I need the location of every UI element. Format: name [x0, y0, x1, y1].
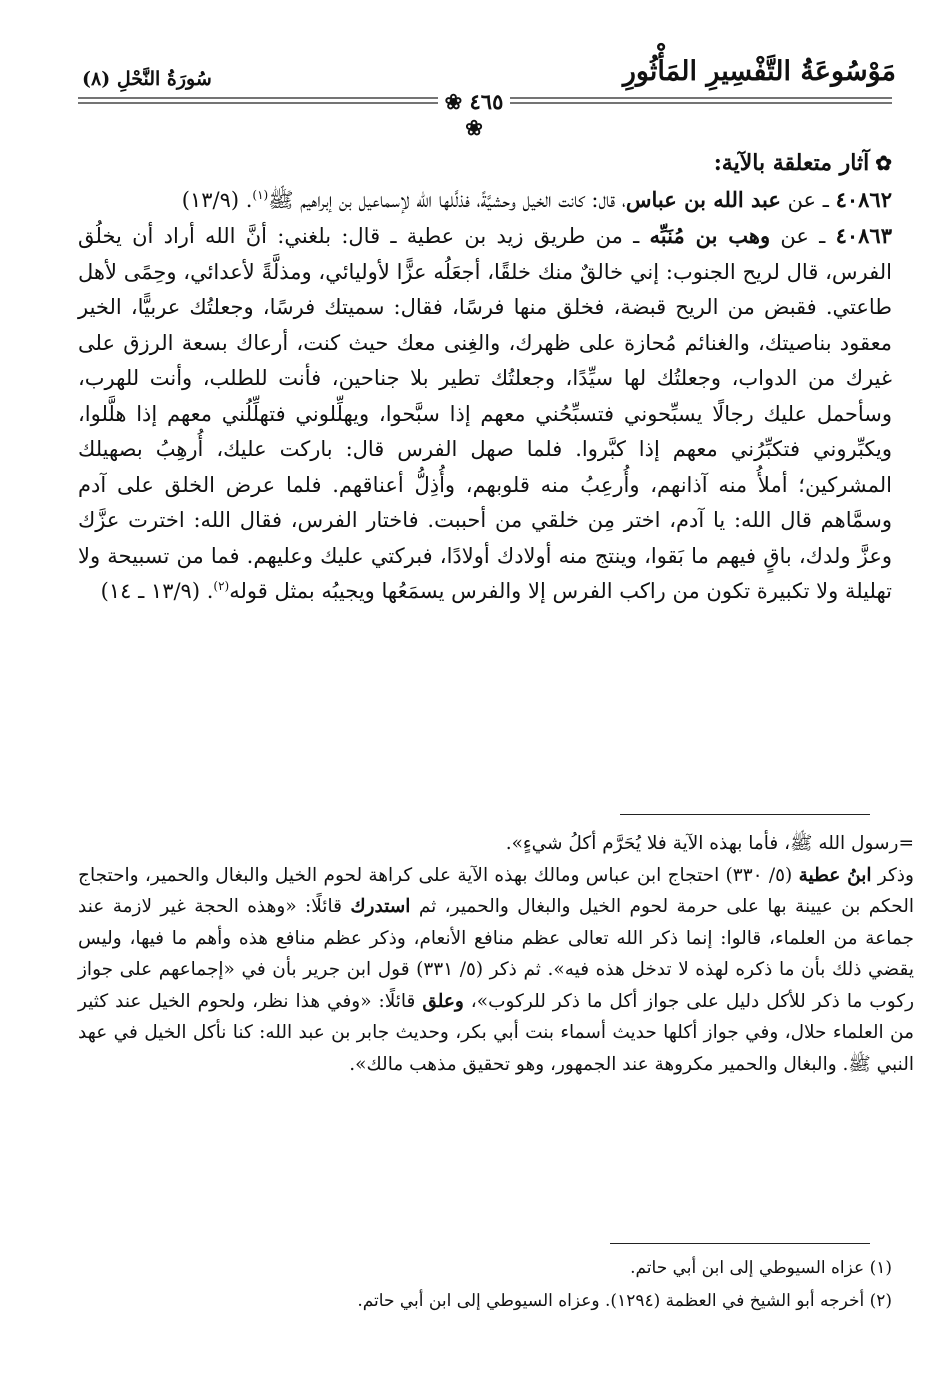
entry-text: ـ عن — [770, 224, 836, 248]
ornament-icon: ❀ — [444, 89, 470, 114]
entry-text: ـ عن — [780, 187, 836, 212]
note-text: (٥/ ٣٣٠) احتجاج ابن عباس ومالك بهذه الآية على كراهة لحوم الخيل والبغال والحمير، واحتجاج الحكم بن عيينة بها على حرمة لحوم الخيل والبغال والحمير، ثم — [78, 864, 914, 917]
running-header-book-title: مَوْسُوعَةُ التَّفْسِيرِ المَأْثُورِ — [622, 56, 896, 87]
entry-reference: . (١٣/٩ ـ ١٤) — [100, 579, 214, 603]
note-paragraph: =رسول الله ﷺ، فأما بهذه الآية فلا يُحَرَّم أكلُ شيءٍ». — [505, 833, 914, 854]
page-number — [438, 89, 510, 141]
notes-block — [78, 828, 914, 1080]
footnote-marker[interactable]: (٢) — [213, 579, 230, 593]
narrator-name: عبد الله بن عباس — [625, 186, 781, 212]
running-header-surah: سُورَةُ النَّحْلِ (٨) — [82, 68, 212, 90]
entry-number: ٤٠٨٦٢ — [835, 186, 892, 212]
footnote-item: (١) عزاه السيوطي إلى ابن أبي حاتم. — [630, 1258, 892, 1278]
separator-rule — [620, 814, 870, 815]
narrator-name: وهب بن مُنَبِّه — [649, 223, 771, 248]
entry-paragraph — [78, 218, 892, 610]
note-bold: ابنُ عطية — [798, 864, 872, 886]
ornament-icon: ❀ — [465, 115, 483, 140]
note-text: قائلًا: «وهذه الحجة غير لازمة عند جماعة من العلماء، قالوا: إنما ذكر الله تعالى عظم منافع الأنعام، وذكر عظم منافع هذه وأهم ما فيها، وليس يقضي ذلك بأن ما ذكره لهذه لا تدخل هذه فيه». ثم ذكر (٥/ ٣٣١) قول ابن جرير بأن في «إجماعهم على جواز ركوب ما ذكر للأكل دليل على جواز أكل ما ذكر للركوب»، — [78, 896, 915, 1012]
star-ornament-icon: ✿ — [875, 151, 892, 175]
footnote-item: (٢) أخرجه أبو الشيخ في العظمة (١٢٩٤). وعزاه السيوطي إلى ابن أبي حاتم. — [357, 1291, 892, 1311]
page-number-value: ٤٦٥ — [469, 89, 504, 114]
footnotes — [78, 1252, 892, 1318]
entry-text: ـ من طريق زيد بن عطية ـ قال: بلغني: أنَّ الله أراد أن يخلُق الفرس، قال لريح الجنوب: إني خالقٌ منك خلقًا، أجعَلُه عزًّا لأوليائي، ومذلَّةً لأعدائي، وحِمًى لأهل طاعتي. فقبض من الريح قبضة، فخلق منها فرسًا، فقال: سميتك فرسًا، وجعلتُك عربيًّا، الخير معقود بناصيتك، والغنائم مُحازة على ظهرك، والغِنى معك حيث كنت، أرعاك بسعة الرزق على غيرك من الدواب، وجعلتُك لها سيِّدًا، وجعلتُك تطير بلا جناحين، فأنت للطلب، وأنت للهرب، وسأحمل عليك رجالًا يسبِّحوني فتسبِّحُني معهم إذا سبَّحوا، ويهلِّلوني فتهلِّلُني معهم إذا هلَّلوا، ويكبِّروني فتكبِّرُني معهم إذا كبَّروا. فلما صهل الفرس قال: باركت عليك، أُرهِبُ بصهيلك المشركين؛ أملأُ منه آذانهم، وأُرعِبُ منه قلوبهم، وأُذِلُّ أعناقهم. فلما عرض الخلق على آدم وسمَّاهم قال الله: يا آدم، اختر مِن خلقي من أحببت. فاختار الفرس، فقال الله: اخترت عزَّك وعزَّ ولدك، باقٍ فيهم ما بَقوا، وينتج منه أولادك أولادًا، فبركتي عليك وعليهم. فما من تسبيحة ولا تهليلة ولا تكبيرة تكون من راكب الفرس إلا والفرس يسمَعُها ويجيبُه بمثل قوله — [78, 224, 892, 603]
section-heading — [78, 146, 892, 182]
footnote-rule — [610, 1243, 870, 1244]
note-bold: وعلق — [422, 990, 464, 1012]
note-paragraph — [78, 860, 914, 1081]
entry-paragraph — [78, 182, 892, 219]
note-text: قائلًا: «وفي هذا نظر، ولحوم الخيل عند كثير من العلماء حلال، وفي جواز أكلها حديث أسماء بنت أبي بكر، وحديث جابر بن عبد الله: كنا نأكل الخيل في عهد النبي ﷺ. والبغال والحمير مكروهة عند الجمهور، وهو تحقيق مذهب مالك». — [78, 990, 914, 1075]
note-bold: استدرك — [350, 896, 411, 917]
main-text — [78, 146, 892, 610]
entry-text: ، قال: كانت الخيل وحشيَّةً، فذلَّلها الله لإسماعيل بن إبراهيم ﷺ — [268, 187, 626, 212]
section-heading-text: آثار متعلقة بالآية: — [713, 150, 870, 176]
footnote-marker[interactable]: (١) — [252, 187, 269, 202]
entry-reference: . (١٣/٩) — [181, 187, 253, 212]
entry-number: ٤٠٨٦٣ — [835, 223, 892, 248]
note-text: وذكر — [871, 864, 914, 886]
